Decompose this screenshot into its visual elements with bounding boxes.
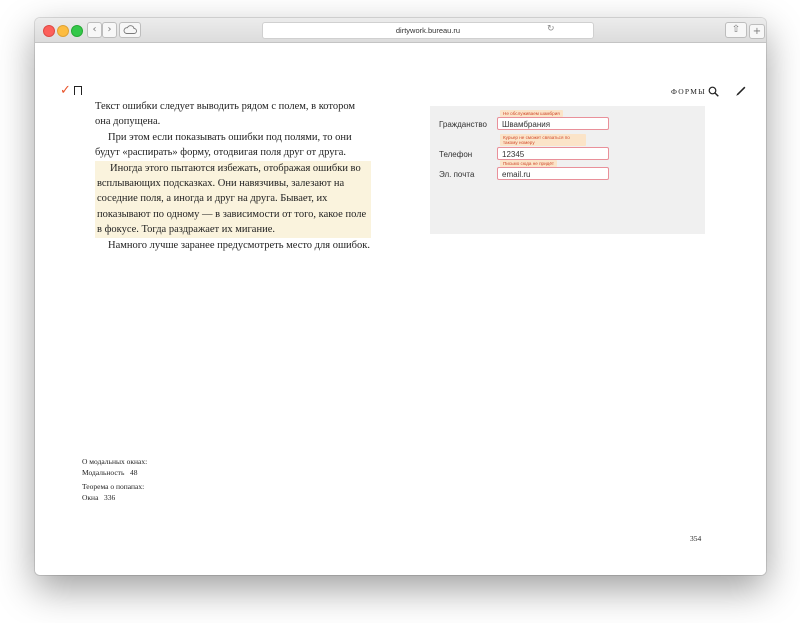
reload-icon[interactable]: ↻ [547,24,555,34]
footnote [82,457,147,478]
url-text: dirtywork.bureau.ru [395,26,461,35]
input-value: Швамбрания [502,120,551,129]
browser-window [35,18,766,575]
bookmark-icon[interactable] [74,86,82,95]
address-bar[interactable] [262,22,594,39]
search-icon[interactable] [708,86,719,97]
footnote-title: Теорема о попапах: [82,482,145,491]
phone-input[interactable] [497,147,609,160]
close-window-button[interactable] [43,25,55,37]
email-input[interactable] [497,167,609,180]
minimize-window-button[interactable] [57,25,69,37]
footnote [82,482,147,503]
page-content [35,43,766,575]
share-button[interactable]: ⇧ [725,22,747,38]
error-tooltip: Не обслуживаем шамбрия [500,110,563,117]
input-value: 12345 [502,150,525,159]
section-link-forms[interactable]: ФОРМЫ [671,87,706,96]
forward-button[interactable]: › [102,22,117,38]
footnote-title: О модальных окнах: [82,457,148,466]
field-label: Телефон [439,150,473,159]
highlighted-paragraph: Иногда этого пытаются избежать, отображая ошибки во всплывающих подсказках. Они навязчивы, залезают на соседние поля, а иногда и друг на друга. Бывает, их показывают по одному — в зависимости от того, какое поле в фокусе. Тогда раздражает их мигание. [95,161,371,238]
paragraph: Намного лучше заранее предусмотреть место для ошибок. [108,239,370,251]
paragraph: Текст ошибки следует выводить рядом с полем, в котором она допущена. [95,101,356,128]
maximize-window-button[interactable] [71,25,83,37]
form-example [430,106,705,234]
footnote-link[interactable]: Модальность 48 [82,467,138,477]
checkmark-icon[interactable]: ✓ [60,83,71,98]
new-tab-button[interactable]: + [749,24,765,39]
field-label: Эл. почта [439,170,475,179]
field-label: Гражданство [439,120,487,129]
error-tooltip: Письмо сюда не придёт [500,160,557,167]
input-value: email.ru [502,170,531,179]
icloud-tabs-button[interactable] [119,22,141,38]
citizenship-input[interactable] [497,117,609,130]
article-text [95,99,371,253]
pen-icon[interactable] [735,86,746,97]
title-bar [35,18,766,43]
back-button[interactable]: ‹ [87,22,102,38]
footnote-link[interactable]: Окна 336 [82,492,116,502]
footnotes [82,457,147,507]
error-tooltip: Курьер не сможет связаться по такому номеру [500,134,586,146]
paragraph: При этом если показывать ошибки под полями, то они будут «распирать» форму, отодвигая поля друг от друга. [95,131,352,159]
cloud-icon [123,25,137,34]
page-number: 354 [690,534,702,543]
